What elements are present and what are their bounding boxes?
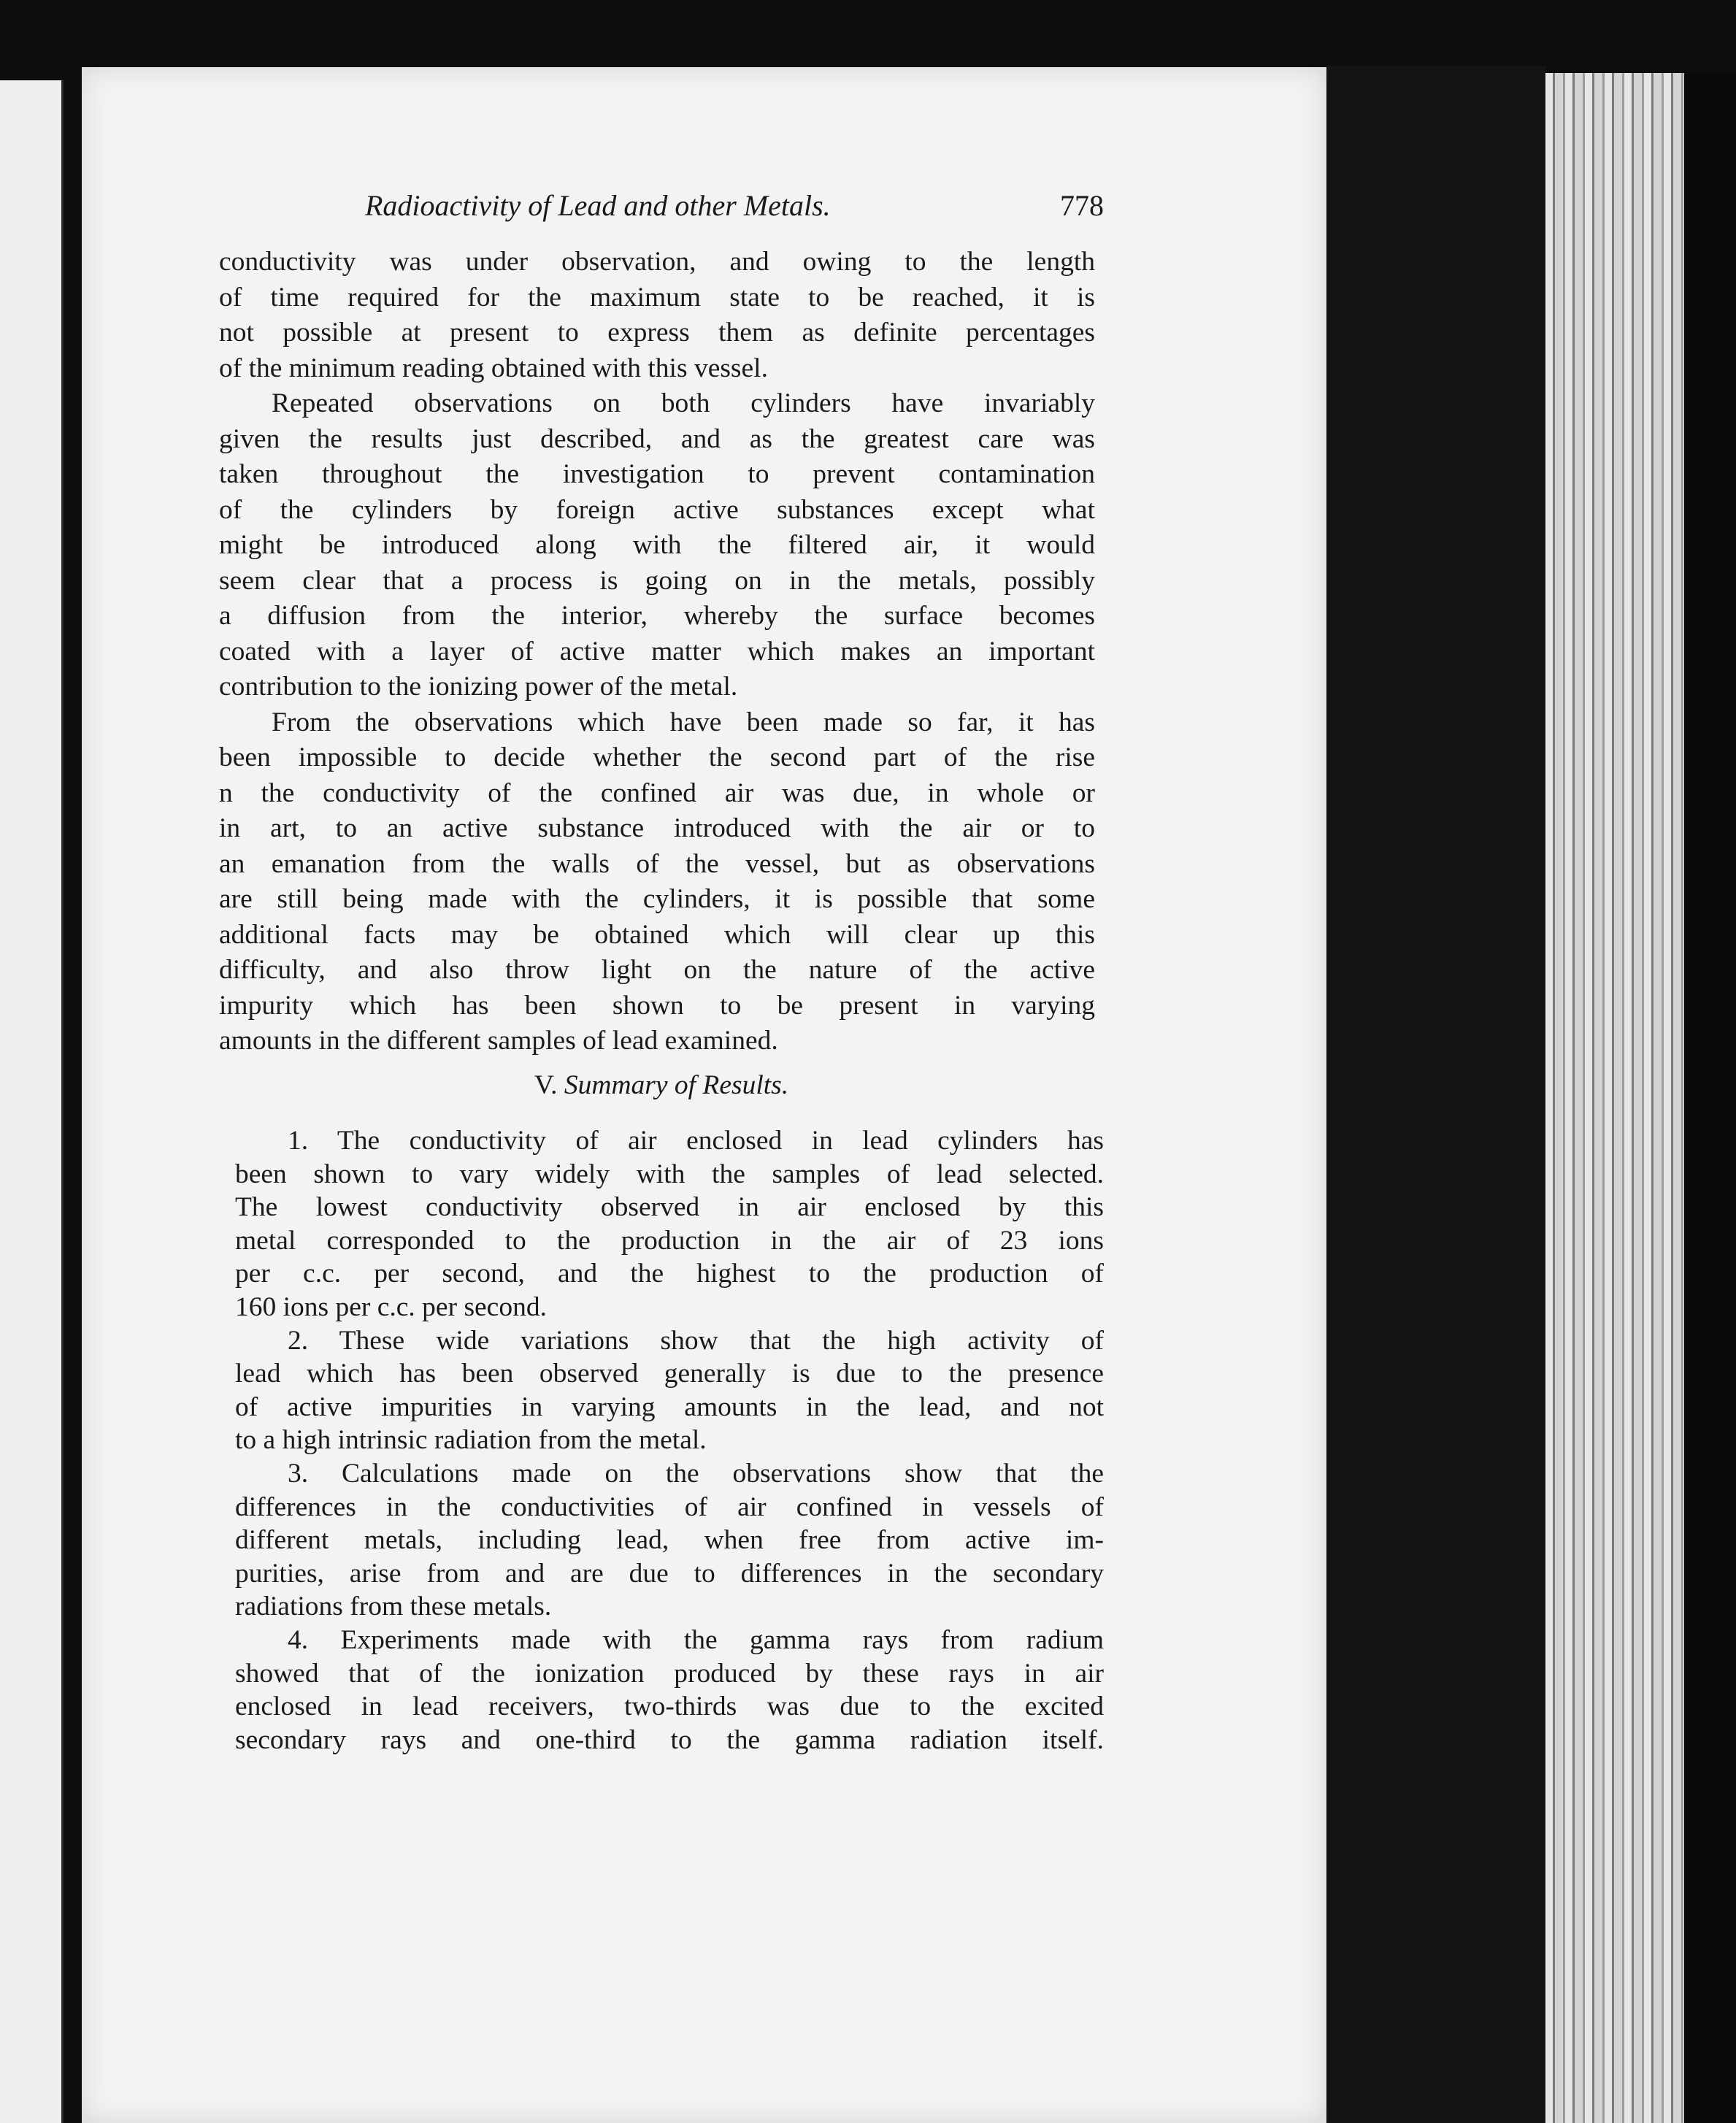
text-line: 2. These wide variations show that the high activity of <box>288 1325 1104 1356</box>
text-line: a diffusion from the interior, whereby the surface becomes <box>219 601 1095 631</box>
paragraph-continued <box>219 245 1095 386</box>
text-line: From the observations which have been made so far, it has <box>272 707 1095 737</box>
text-line: might be introduced along with the filtered air, it would <box>219 530 1095 560</box>
text-line: n the conductivity of the confined air was due, in whole or <box>219 778 1095 808</box>
summary-item-1 <box>235 1124 1104 1324</box>
text-line: purities, arise from and are due to differences in the secondary <box>235 1558 1104 1589</box>
summary-item-4 <box>235 1624 1104 1757</box>
text-line: not possible at present to express them as definite percentages <box>219 318 1095 348</box>
summary-item-3 <box>235 1457 1104 1624</box>
text-line: lead which has been observed generally is due to the presence <box>235 1359 1104 1389</box>
text-line: of active impurities in varying amounts in the lead, and not <box>235 1391 1104 1422</box>
running-title: Radioactivity of Lead and other Metals. <box>365 189 831 222</box>
text-line: 1. The conductivity of air enclosed in lead cylinders has <box>288 1126 1104 1156</box>
text-line: amounts in the different samples of lead examined. <box>219 1026 778 1056</box>
text-line: to a high intrinsic radiation from the metal. <box>235 1425 707 1456</box>
text-line: been impossible to decide whether the second part of the rise <box>219 742 1095 772</box>
text-line: an emanation from the walls of the vessel, but as observations <box>219 848 1095 879</box>
text-line: of the minimum reading obtained with this vessel. <box>219 353 768 383</box>
text-line: 4. Experiments made with the gamma rays from radium <box>288 1624 1104 1655</box>
text-line: additional facts may be obtained which will clear up this <box>219 919 1095 950</box>
text-line: are still being made with the cylinders, it is possible that some <box>219 884 1095 914</box>
text-line: enclosed in lead receivers, two-thirds was due to the excited <box>235 1692 1104 1722</box>
text-line: different metals, including lead, when free from active im- <box>235 1525 1104 1556</box>
paragraph-from-observations <box>219 705 1095 1059</box>
text-line: secondary rays and one-third to the gamma radiation itself. <box>235 1724 1104 1755</box>
text-line: The lowest conductivity observed in air enclosed by this <box>235 1192 1104 1223</box>
summary-item-2 <box>235 1324 1104 1457</box>
text-line: 3. Calculations made on the observations show that the <box>288 1458 1104 1489</box>
text-line: given the results just described, and as the greatest care was <box>219 423 1095 454</box>
text-line: been shown to vary widely with the samples of lead selected. <box>235 1159 1104 1189</box>
text-line: showed that of the ionization produced by these rays in air <box>235 1658 1104 1689</box>
text-line: radiations from these metals. <box>235 1592 552 1622</box>
text-line: of time required for the maximum state to be reached, it is <box>219 282 1095 312</box>
text-line: coated with a layer of active matter which makes an important <box>219 636 1095 667</box>
section-heading <box>219 1070 1104 1101</box>
section-title: Summary of Results. <box>564 1070 789 1100</box>
page-number: 778 <box>1060 189 1104 222</box>
paragraph-repeated-observations <box>219 386 1095 705</box>
outer-shadow <box>1684 73 1736 2123</box>
text-line: of the cylinders by foreign active substances except what <box>219 494 1095 525</box>
text-line: impurity which has been shown to be present in varying <box>219 990 1095 1021</box>
section-number: V. <box>534 1070 558 1100</box>
text-line: in art, to an active substance introduced with the air or to <box>219 813 1095 843</box>
text-line: difficulty, and also throw light on the nature of the active <box>219 955 1095 985</box>
page-shadow-band <box>1326 66 1545 2123</box>
stacked-page-edges <box>1545 73 1684 2123</box>
previous-page-edge <box>0 80 64 2123</box>
text-line: conductivity was under observation, and owing to the length <box>219 247 1095 277</box>
text-line: per c.c. per second, and the highest to the production of <box>235 1259 1104 1289</box>
text-line: 160 ions per c.c. per second. <box>235 1291 547 1322</box>
text-line: taken throughout the investigation to prevent contamination <box>219 459 1095 489</box>
text-line: metal corresponded to the production in the air of 23 ions <box>235 1225 1104 1256</box>
body-text <box>219 245 1095 1059</box>
text-line: contribution to the ionizing power of the metal. <box>219 672 738 702</box>
text-line: differences in the conductivities of air confined in vessels of <box>235 1492 1104 1522</box>
text-line: seem clear that a process is going on in the metals, possibly <box>219 565 1095 596</box>
text-line: Repeated observations on both cylinders have invariably <box>272 388 1095 418</box>
summary-list <box>235 1124 1104 1757</box>
